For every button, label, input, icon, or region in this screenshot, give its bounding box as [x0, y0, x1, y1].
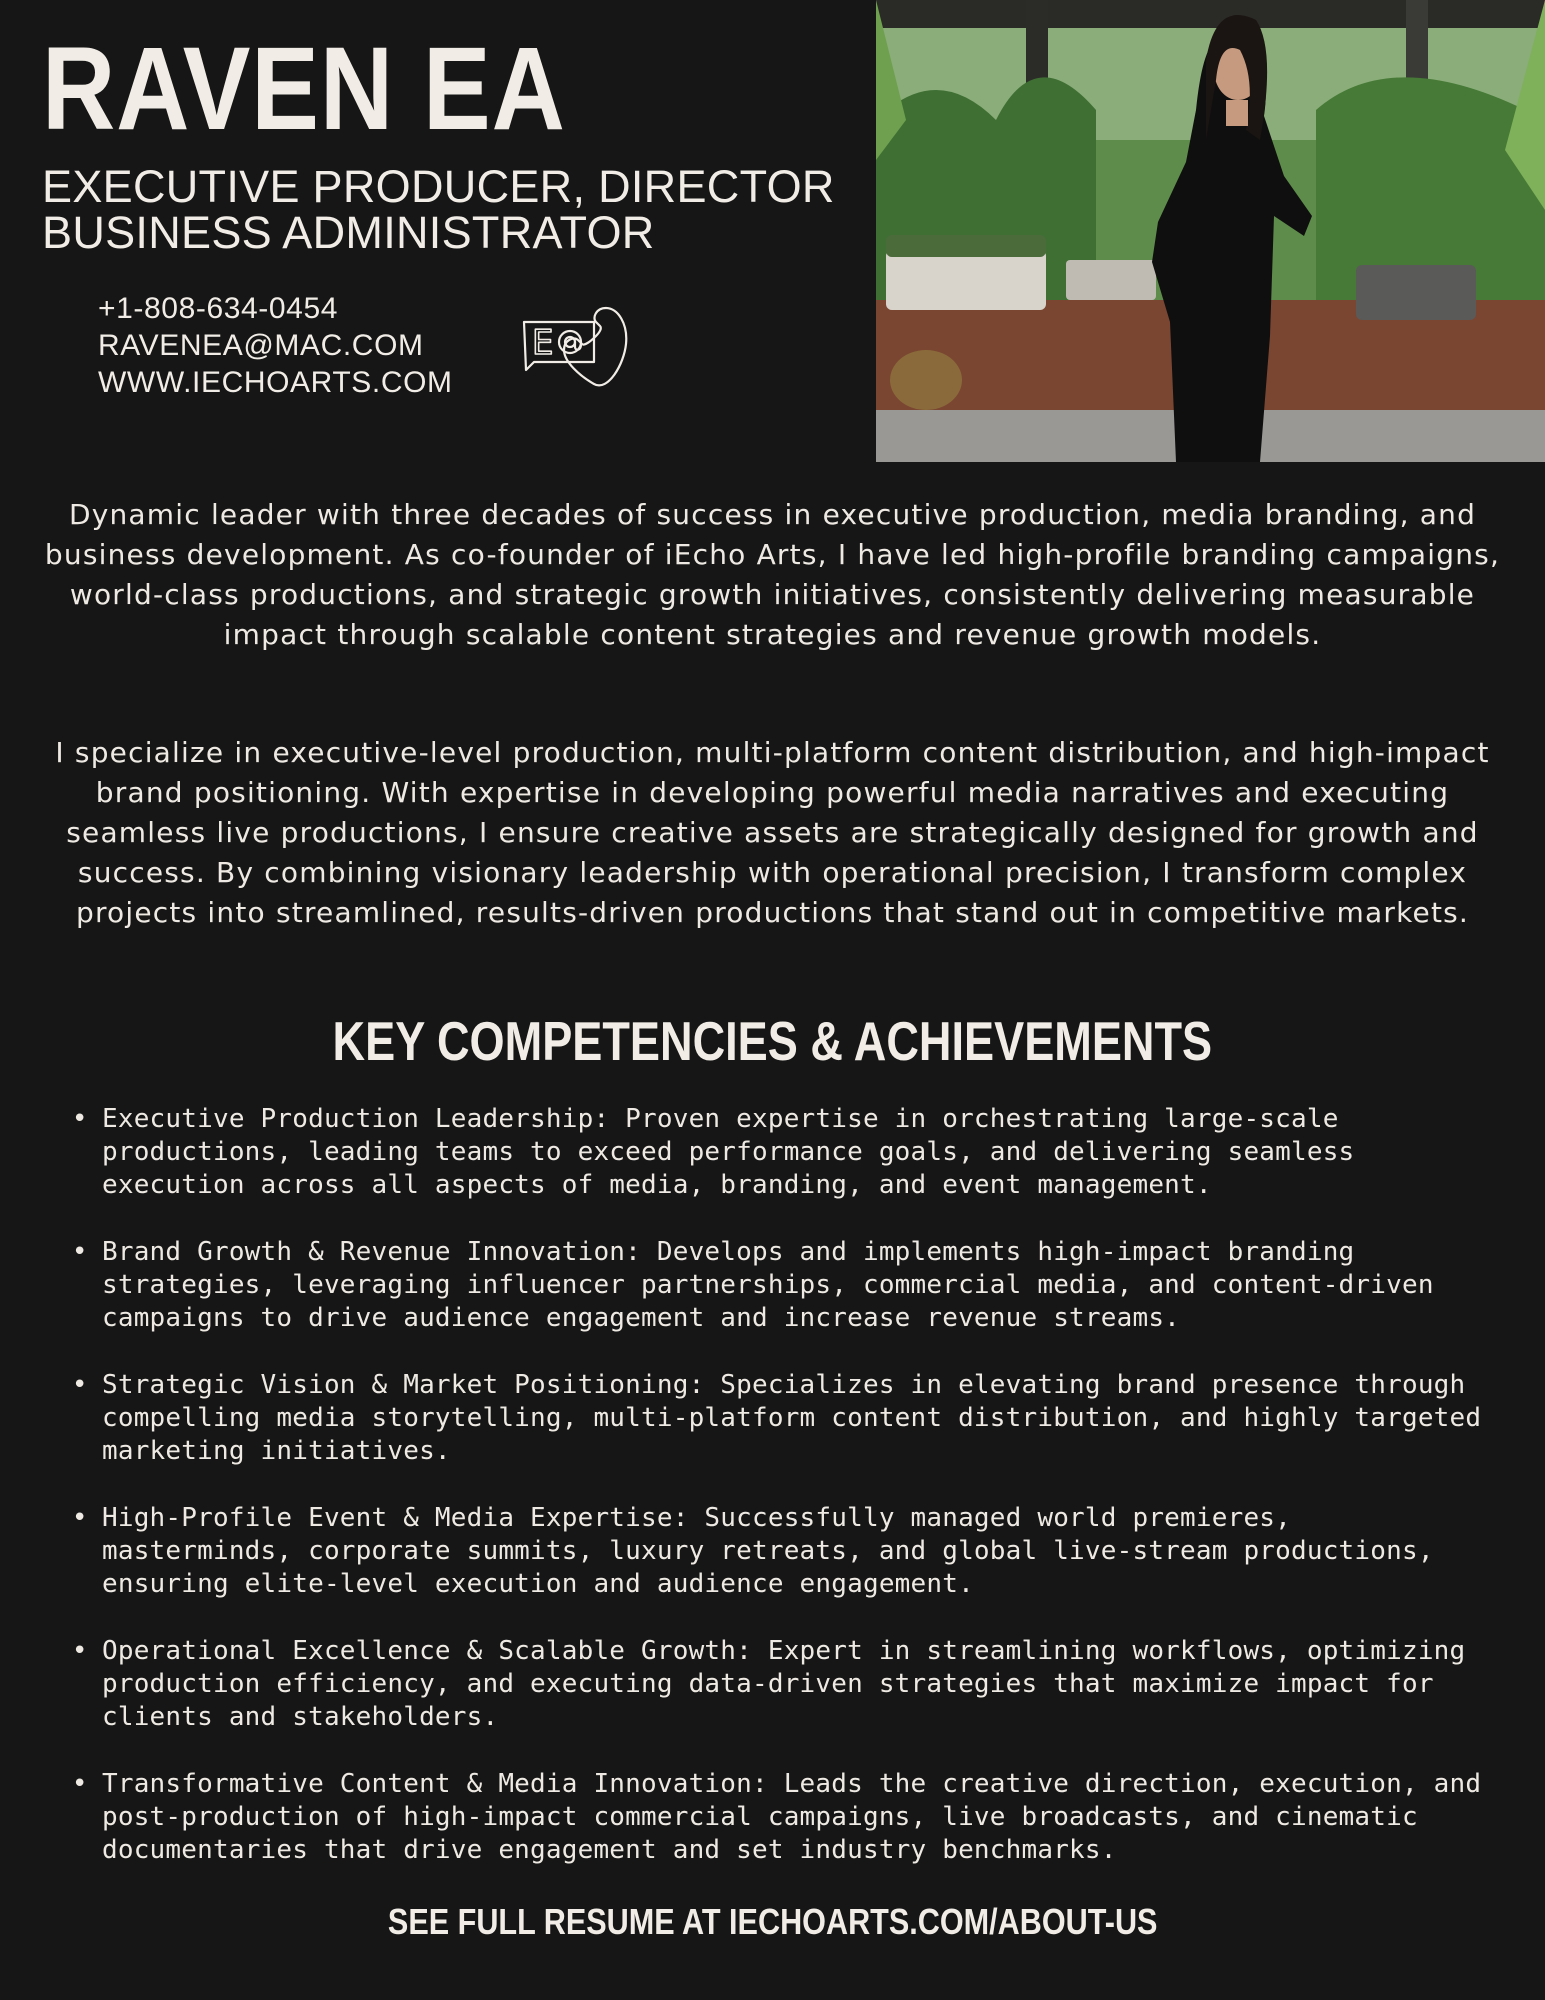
summary-paragraph-1: Dynamic leader with three decades of success in executive production, media branding, and business development. As co-founder of iEcho Arts, I have led high-profile branding campaigns, world-class productions, and strategic growth initiatives, consistently delivering measurable impact through scalable content strategies and revenue growth models. — [44, 498, 1501, 651]
list-item: • Strategic Vision & Market Positioning: Specializes in elevating brand presence through compelling media storytelling, multi-platform content distribution, and highly targeted marketing initiatives. — [68, 1369, 1488, 1468]
title-line-1: EXECUTIVE PRODUCER, DIRECTOR — [42, 161, 835, 212]
competencies-list — [68, 1103, 1488, 1901]
email-address: RAVENEA@MAC.COM — [98, 329, 424, 362]
competencies-heading — [0, 1008, 1545, 1074]
phone-number: +1-808-634-0454 — [98, 292, 339, 325]
list-item: • Brand Growth & Revenue Innovation: Develops and implements high-impact branding strategies, leveraging influencer partnerships, commercial media, and content-driven campaigns to drive audience engagement and increase revenue streams. — [68, 1236, 1488, 1335]
svg-text:E: E — [532, 323, 554, 363]
email-phone-icon — [520, 302, 638, 392]
footer-text: SEE FULL RESUME AT IECHOARTS.COM/ABOUT-US — [387, 1901, 1158, 1942]
list-item: • High-Profile Event & Media Expertise: Successfully managed world premieres, masterminds, corporate summits, luxury retreats, and global live-stream productions, ensuring elite-level execution and audience engagement. — [68, 1502, 1488, 1601]
portrait-photo — [876, 0, 1545, 462]
title-line-2: BUSINESS ADMINISTRATOR — [42, 207, 655, 258]
website-url: WWW.IECHOARTS.COM — [98, 366, 453, 399]
job-titles — [42, 161, 835, 258]
list-item: • Executive Production Leadership: Proven expertise in orchestrating large-scale productions, leading teams to exceed performance goals, and delivering seamless execution across all aspects of media, branding, and event management. — [68, 1103, 1488, 1202]
list-item: • Transformative Content & Media Innovation: Leads the creative direction, execution, and post-production of high-impact commercial campaigns, live broadcasts, and cinematic documentaries that drive engagement and set industry benchmarks. — [68, 1768, 1488, 1867]
person-name: RAVEN EA — [42, 23, 566, 155]
contact-info — [98, 290, 453, 401]
footer-resume-link — [0, 1900, 1545, 1944]
summary-paragraph-2: I specialize in executive-level production, multi-platform content distribution, and high-impact brand positioning. With expertise in developing powerful media narratives and executing seamless live productions, I ensure creative assets are strategically designed for growth and success. By combining visionary leadership with operational precision, I transform complex projects into streamlined, results-driven productions that stand out in competitive markets. — [55, 736, 1490, 929]
list-item: • Operational Excellence & Scalable Growth: Expert in streamlining workflows, optimizing production efficiency, and executing data-driven strategies that maximize impact for clients and stakeholders. — [68, 1635, 1488, 1734]
competencies-heading-text: KEY COMPETENCIES & ACHIEVEMENTS — [332, 1010, 1213, 1072]
